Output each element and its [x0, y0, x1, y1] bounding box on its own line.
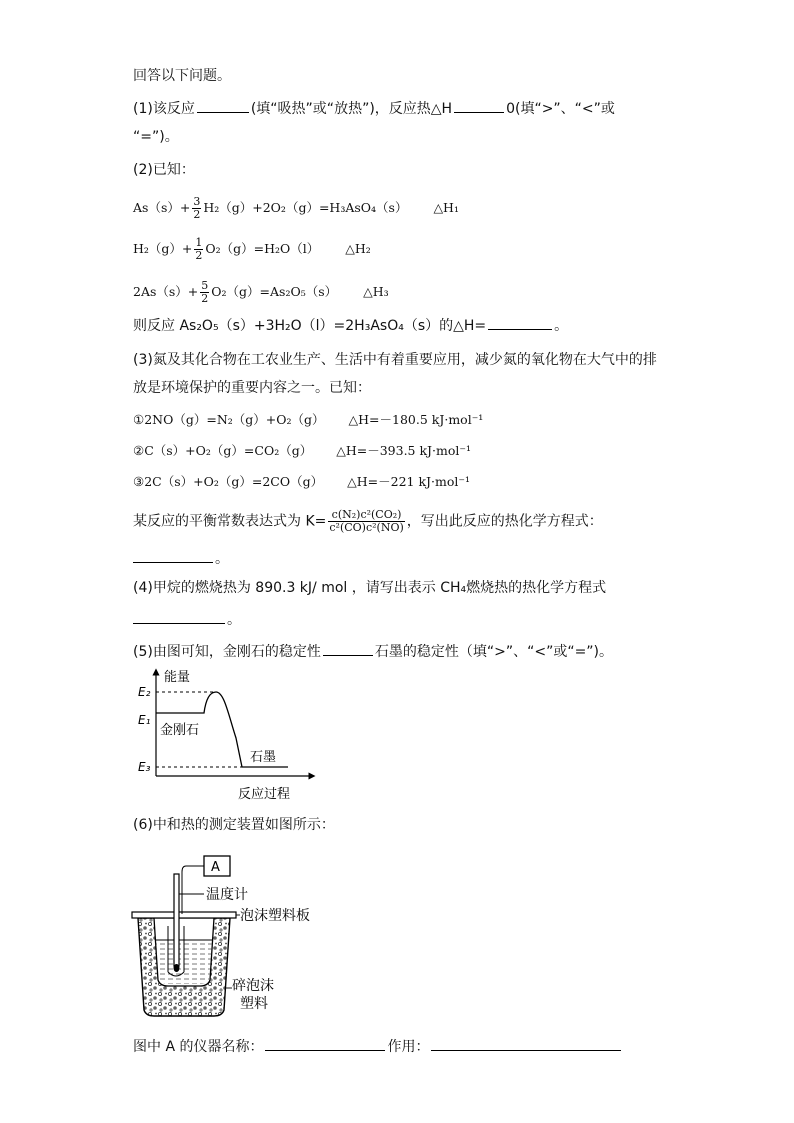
- q2-eq1-dh: △H₁: [433, 200, 459, 215]
- q2-eq1-num: 3: [193, 195, 201, 208]
- q3-r1-dh: △H=－180.5 kJ·mol⁻¹: [348, 412, 484, 427]
- q5-blank[interactable]: [323, 641, 373, 656]
- q3-reaction-1: [133, 410, 483, 430]
- q6-blank-2[interactable]: [431, 1036, 621, 1051]
- q2-heading: (2)已知：: [133, 162, 195, 178]
- q6-blank-1[interactable]: [265, 1036, 385, 1051]
- q3-reaction-2: [133, 441, 471, 461]
- q2-eq3-dh: △H₃: [363, 284, 389, 299]
- q2-ask-line: [133, 315, 568, 336]
- question-1-line1: [133, 98, 615, 119]
- foam-label-2: 塑料: [240, 996, 268, 1012]
- q1-text-c: 0(填“>”、“<”或: [506, 101, 615, 117]
- q3-r3-eq: ③2C（s）+O₂（g）=2CO（g）: [133, 474, 324, 489]
- q4-line: (4)甲烷的燃烧热为 890.3 kJ/ mol ，请写出表示 CH₄燃烧热的热化学方程式: [133, 580, 607, 596]
- q1-text-b: (填“吸热”或“放热”)，反应热△H: [250, 101, 453, 117]
- q5-text-a: (5)由图可知，金刚石的稳定性: [133, 644, 321, 660]
- q3-k-den: c²(CO)c²(NO): [329, 521, 404, 534]
- calorimeter-diagram: [128, 852, 338, 1020]
- q2-ask-text: 则反应 As₂O₅（s）+3H₂O（l）=2H₃AsO₄（s）的△H=: [133, 318, 487, 334]
- thermometer-label: 温度计: [206, 887, 248, 903]
- q3-line-1: (3)氮及其化合物在工农业生产、生活中有着重要应用，减少氮的氧化物在大气中的排: [133, 352, 657, 368]
- board-label: 泡沫塑料板: [240, 908, 310, 924]
- q3-r2-dh: △H=－393.5 kJ·mol⁻¹: [336, 443, 472, 458]
- q3-r1-eq: ①2NO（g）=N₂（g）+O₂（g）: [133, 412, 325, 427]
- stirrer-rod: [182, 866, 204, 914]
- q3-line-2: 放是环境保护的重要内容之一。已知：: [133, 380, 371, 396]
- q2-eq3-fraction: [200, 280, 209, 305]
- q2-eq1-pre: As（s）+: [133, 200, 191, 215]
- q4-answer-line: [133, 609, 241, 630]
- q2-equation-1: [133, 196, 459, 221]
- q2-eq3-den: 2: [201, 292, 209, 305]
- q1-blank-1[interactable]: [197, 98, 249, 113]
- q2-eq2-dh: △H₂: [345, 241, 371, 256]
- q3-r2-eq: ②C（s）+O₂（g）=CO₂（g）: [133, 443, 313, 458]
- q2-eq3-post: O₂（g）=As₂O₅（s）: [211, 284, 338, 299]
- q2-eq1-den: 2: [193, 208, 201, 221]
- q3-k-fraction: [328, 509, 404, 534]
- q2-eq2-post: O₂（g）=H₂O（l）: [205, 241, 320, 256]
- q1-text-d: “=”)。: [133, 129, 179, 145]
- q6-ask-b: 作用：: [387, 1039, 430, 1055]
- e1-label: E₁: [138, 713, 151, 727]
- q2-equation-2: [133, 237, 371, 262]
- q3-reaction-3: [133, 472, 470, 492]
- q3-k-post: ，写出此反应的热化学方程式：: [406, 513, 603, 530]
- q5-line: [133, 641, 613, 662]
- q3-r3-dh: △H=－221 kJ·mol⁻¹: [347, 474, 470, 489]
- q1-text-a: (1)该反应: [133, 101, 195, 117]
- q2-eq2-fraction: [194, 237, 203, 262]
- q4-blank[interactable]: [133, 609, 225, 624]
- q2-eq2-num: 1: [195, 236, 203, 249]
- q4-end: 。: [227, 612, 241, 628]
- q3-k-num: c(N₂)c²(CO₂): [328, 509, 404, 522]
- energy-diagram: [130, 668, 320, 804]
- q3-answer-line: [133, 548, 229, 569]
- q3-end: 。: [215, 551, 229, 567]
- foam-board: [132, 912, 236, 918]
- q3-k-pre: 某反应的平衡常数表达式为 K=: [133, 513, 327, 530]
- q6-ask-line: [133, 1036, 623, 1057]
- q3-k-expression-line: [133, 509, 603, 534]
- q2-eq3-pre: 2As（s）+: [133, 284, 199, 299]
- diagram-x-label: 反应过程: [238, 787, 291, 802]
- q3-blank[interactable]: [133, 548, 213, 563]
- q2-eq2-den: 2: [195, 249, 203, 262]
- diagram-y-label: 能量: [164, 670, 191, 685]
- q2-blank[interactable]: [488, 315, 552, 330]
- q2-eq3-num: 5: [201, 279, 209, 292]
- q2-eq2-pre: H₂（g）+: [133, 241, 193, 256]
- thermometer: [174, 874, 179, 966]
- q6-ask-a: 图中 A 的仪器名称：: [133, 1039, 264, 1055]
- intro-text: 回答以下问题。: [133, 68, 231, 84]
- e2-label: E₂: [138, 685, 151, 699]
- q6-heading: (6)中和热的测定装置如图所示：: [133, 817, 335, 833]
- instrument-a-label: A: [211, 860, 220, 875]
- q2-ask-end: 。: [554, 318, 569, 334]
- q2-eq1-post: H₂（g）+2O₂（g）=H₃AsO₄（s）: [203, 200, 408, 215]
- q5-text-b: 石墨的稳定性（填“>”、“<”或“=”)。: [374, 644, 614, 660]
- q2-eq1-fraction: [192, 196, 201, 221]
- graphite-label: 石墨: [250, 750, 277, 765]
- diamond-label: 金刚石: [160, 723, 200, 738]
- q1-blank-2[interactable]: [454, 98, 504, 113]
- e3-label: E₃: [138, 760, 151, 774]
- thermometer-bulb: [174, 964, 180, 972]
- q2-equation-3: [133, 280, 389, 305]
- foam-label-1: 碎泡沫: [232, 978, 274, 994]
